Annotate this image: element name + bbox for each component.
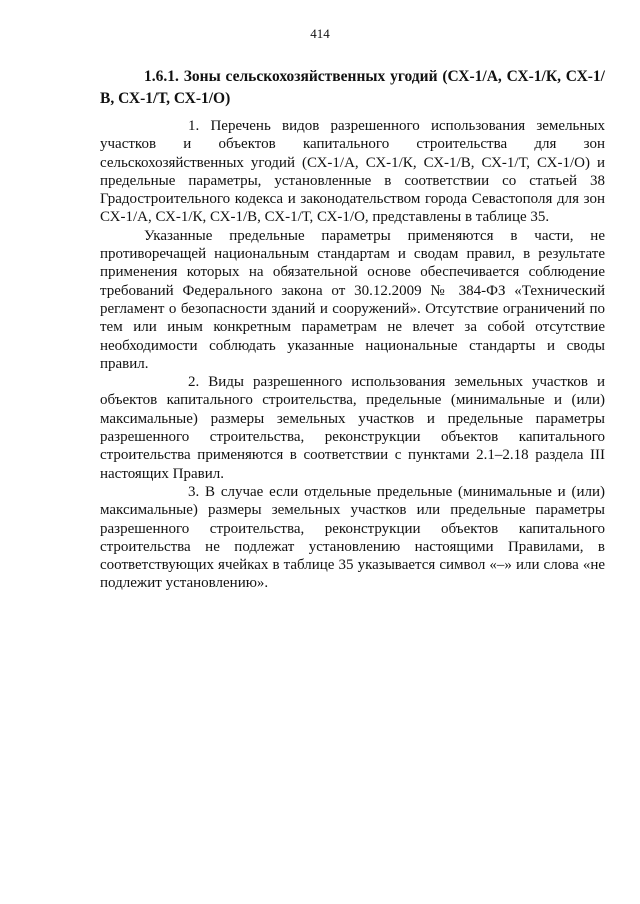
paragraph-1-text: Перечень видов разрешенного использования земельных участков и объектов капитального строительства для зон сельскохозяйственных угодий (СХ-1/А, СХ-1/К, СХ-1/В, СХ-1/Т, СХ-1/О) и предельные параметры, установленные в соответствии со статьей 38 Градостроительного кодекса и законодательством города Севастополя для зон СХ-1/А, СХ-1/К, СХ-1/В, СХ-1/Т, СХ-1/О, представлены в таблице 35. xyxy=(100,118,606,226)
page-number: 414 xyxy=(310,26,330,41)
paragraph-3 xyxy=(100,373,605,483)
paragraph-1-number: 1. xyxy=(188,118,200,134)
paragraph-2-text: Указанные предельные параметры применяются в части, не противоречащей национальным стандартам и сводам правил, в результате применения которых на обязательной основе обеспечивается соблюдение требований Федерального закона от 30.12.2009 № 384-ФЗ «Технический регламент о безопасности зданий и сооружений». Отсутствие ограничений по тем или иным конкретным параметрам не влечет за собой отсутствие необходимости соблюдать указанные национальные стандарты и своды правил. xyxy=(100,227,605,372)
paragraph-3-number: 2. xyxy=(188,374,200,391)
paragraph-4-text: В случае если отдельные предельные (минимальные и (или) максимальные) размеры земельных участков или предельные параметры разрешенного строительства, реконструкции объектов капитального строительства не подлежат установлению настоящими Правилами, в соответствующих ячейках в таблице 35 указывается символ «–» или слова «не подлежит установлению». xyxy=(100,483,605,592)
section-heading: 1.6.1. Зоны сельскохозяйственных угодий (СХ-1/А, СХ-1/К, СХ-1/В, СХ-1/Т, СХ-1/О) xyxy=(100,68,605,107)
body-text xyxy=(100,117,605,593)
paragraph-4 xyxy=(100,483,605,593)
paragraph-3-text: Виды разрешенного использования земельных участков и объектов капитального строительства, предельные (минимальные и (или) максимальные) размеры земельных участков и предельные параметры разрешенного строительства, реконструкции объектов капитального строительства применяются в соответствии с пунктами 2.1–2.18 раздела III настоящих Правил. xyxy=(100,374,606,482)
paragraph-1 xyxy=(100,117,605,227)
paragraph-4-number: 3. xyxy=(188,483,200,500)
paragraph-2 xyxy=(100,227,605,373)
